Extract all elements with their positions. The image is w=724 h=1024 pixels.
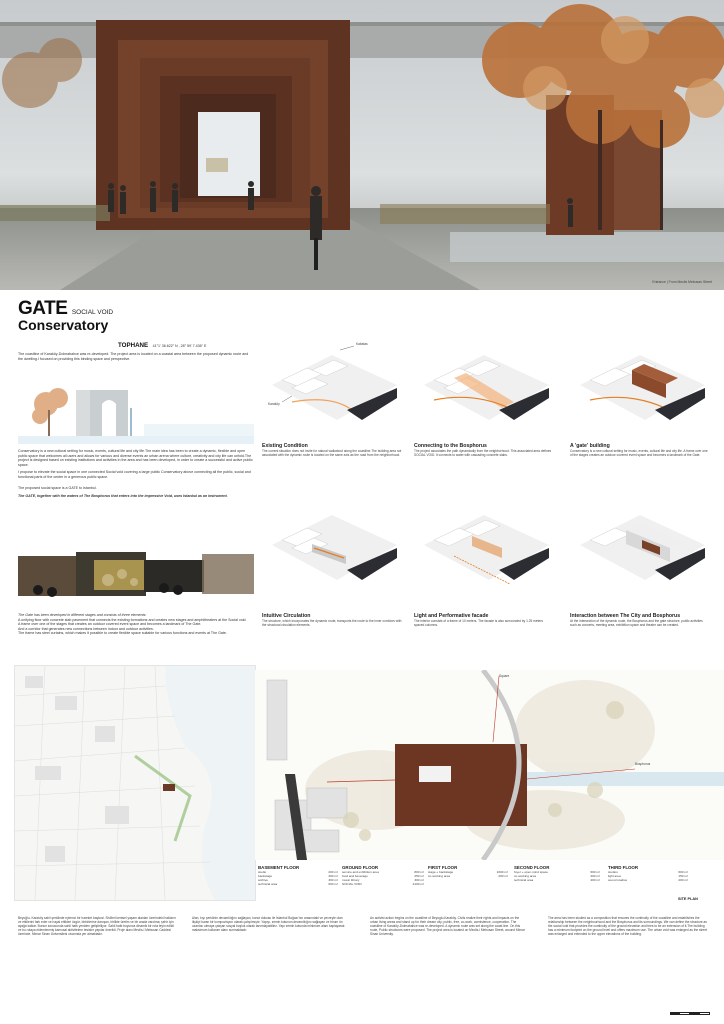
- concept-p4: The GATE, together with the waters of The Bosphorus that enters into the impressive Void, uses Istanbul as an instrument.: [18, 494, 228, 499]
- diagram-3-title: A 'gate' building: [570, 443, 610, 449]
- floor-area-space: stage + backstage: [428, 870, 454, 874]
- intro-text: The coastline of Karaköy-Dolmabahce was re-developed. The project area is located on a coastal area between the proposed dynamic route and the dwelling.I focused on providing this binding space and perspective.: [18, 352, 249, 361]
- diagram-4-caption: [262, 613, 402, 627]
- gate-sketch-image: [18, 380, 254, 444]
- floor-area-size: 200 m²: [678, 878, 688, 882]
- floor-area-space: food and beverage: [342, 874, 368, 878]
- concept-block: [18, 449, 254, 499]
- diagram-1-caption: [262, 443, 402, 457]
- floor-area-space: co-working area: [514, 874, 537, 878]
- title-block: [18, 298, 258, 352]
- floor-areas: [258, 865, 698, 895]
- floor-third-rows: [608, 870, 688, 882]
- gate-sketch: [18, 380, 254, 444]
- floor-area-size: 2100 m²: [412, 882, 424, 886]
- diagram-6-caption: [570, 613, 710, 627]
- floor-first: [428, 865, 508, 878]
- floor-area-row: [428, 874, 508, 878]
- stages-block: [18, 613, 254, 636]
- title-social-void: SOCIAL VOID: [71, 309, 114, 316]
- floor-area-size: 1000 m²: [496, 870, 508, 874]
- bottom-col-1: Beyoğlu- Karaköy sahil şeridinde eylemci bir hareket başkosi. Sivilleri kentsel yaşam alanları üzerindeki hakların ve etkilerini fark eder ve hayal ettikleri özgür, birbirlerine danışan, birlikte üretim ve bir arada varolma; şehir için ayağa kalkar. Bunun sonucunda sahil hattı yeniden geliştiriliyor. Sahil hattı boyunca dinamik bir rota teyin edildi ve bu rotaya eklemlenmiş kamusal aktivitelere tesisler yapılar önerildi. Proje alanı Meclis-i Mebusan Caddesi üzerinde. Mimar Sinan Üniversitesi civarında yer almaktadır.: [18, 916, 176, 937]
- diagram-1-title: Existing Condition: [262, 443, 308, 449]
- diagram-1: [262, 340, 402, 440]
- scale-bar: [670, 1012, 710, 1015]
- bottom-col-4: The area has been studied as a composition that ensures the continuity of the coastline and establishes the relationship between the neighbourhood and the Bosphorus and its surroundings. We can define the structure as the social void that provides the continuity of the ground elevation and tries to be an extension of it.The building has a minimum footprint on the ground level and offers maximum use. The urban void was enlarged as the street was enlarged and extended to the upper elevations of the building.: [548, 916, 707, 937]
- bottom-col-3: An activist action begins on the coastline of Beyoglu-Karaköy. Civils realize their rights and impacts on the urban living areas and stand up for their dream city; public, free, co-work, coexistence, cooperation. The coastline of Karaköy-Dolmabahce was re-developed. A dynamic route was set along the coast line. On this route, Public structures were proposed. The project area is located on Meclis-i Mebusan Street, around Mimar Sinan University.: [370, 916, 525, 937]
- site-plan-bosphorus-label: Bosphorus: [635, 762, 651, 766]
- floor-area-row: [342, 882, 424, 886]
- floor-area-size: 400 m²: [590, 874, 600, 878]
- floor-area-size: 300 m²: [328, 874, 338, 878]
- floor-first-rows: [428, 870, 508, 878]
- diagram-1-image: [262, 340, 402, 440]
- site-plan-image: [255, 670, 724, 860]
- floor-area-size: 300 m²: [414, 878, 424, 882]
- diagram-3-text: Conservatory is a new cultural setting for music, events, cultural life and city life. A frame over one of the stages creates an outdoor covered event space and becomes a landmark of the Gate.: [570, 449, 708, 458]
- floor-area-size: 150 m²: [678, 874, 688, 878]
- entrance-render: [0, 0, 724, 290]
- title-gate: GATE: [18, 298, 68, 319]
- stages-p4: And a corridor that generates new connections between indoor and outdoor activities.: [18, 626, 154, 631]
- diagram-4: [262, 500, 402, 605]
- floor-area-space: studio: [258, 870, 267, 874]
- diagram-5: [414, 500, 554, 605]
- diagram-2-title: Connecting to the Bosphorus: [414, 443, 487, 449]
- floor-area-space: light area: [608, 874, 621, 878]
- floor-area-row: [608, 878, 688, 882]
- floor-basement: [258, 865, 338, 886]
- floor-area-size: 400 m²: [590, 878, 600, 882]
- title-location: TOPHANE: [118, 342, 149, 349]
- floor-ground: [342, 865, 424, 886]
- concept-p2: I propose to elevate the social space in one connected Social void covering a large public Conservatory above connecting all the public, social and functional parts of the center in a generous public space.: [18, 470, 251, 479]
- title-coords: 41°1' 36.622" N , 28° 59' 7.436" E: [152, 344, 207, 348]
- floor-area-space: foyer + open mind space: [514, 870, 548, 874]
- diagram-1-text: The current situation does not invite for natural walkabout along the coastline.The building area not associated with the dynamic route is located on the same axis as the road from the neighborhood.: [262, 449, 402, 458]
- diagram-4-image: [262, 500, 402, 605]
- floor-ground-title: GROUND FLOOR: [342, 865, 379, 870]
- floor-area-size: 250 m²: [414, 874, 424, 878]
- diagram-2-image: [414, 340, 554, 440]
- floor-area-row: [258, 882, 338, 886]
- diagram-2-caption: [414, 443, 554, 457]
- diagram-6-title: Interaction between The City and Bosphorus: [570, 613, 681, 619]
- floor-basement-rows: [258, 870, 338, 886]
- site-plan-label: SITE PLAN: [678, 897, 698, 901]
- floor-first-title: FIRST FLOOR: [428, 865, 458, 870]
- diagram-3-image: [570, 340, 710, 440]
- label-karakoy: Karaköy: [268, 402, 280, 406]
- stages-p1: The Gate has been developed in different stages and consists of three elements:: [18, 613, 147, 617]
- diagram-5-image: [414, 500, 554, 605]
- floor-second-title: SECOND FLOOR: [514, 865, 550, 870]
- event-collage: [18, 550, 254, 600]
- concept-p3: The proposed social space is a GATE to Istanbul.: [18, 485, 97, 490]
- diagram-3: [570, 340, 710, 440]
- render-caption: Entrance | From Meclis Mebusan Street: [652, 280, 712, 284]
- floor-area-size: 600 m²: [590, 870, 600, 874]
- label-kabatas: Kabatas: [356, 342, 368, 346]
- diagram-6: [570, 500, 710, 605]
- diagram-4-text: The structure, which incorporates the dynamic route, transports the route to the inner corridors with the structural circulation elements.: [262, 619, 402, 628]
- stages-p3: A frame over one of the stages that creates an outdoor covered event space and becomes a landmark of The Gate.: [18, 622, 202, 627]
- concept-p1: Conservatory is a new cultural setting for music, events, cultural life and city life.The main idea has been to create a dynamic, flexible and open public space that welcomes all users and allows for various and diverse events an urban arena where culture, creativity and city life can unfold.The project is designed based on existing institutions and activities in the area and has been developed, in order to create a successful and active public space.: [18, 449, 253, 467]
- event-collage-image: [18, 550, 254, 600]
- diagram-2: [414, 340, 554, 440]
- floor-area-size: 200 m²: [498, 874, 508, 878]
- site-plan: [255, 670, 724, 860]
- floor-area-size: 300 m²: [328, 878, 338, 882]
- diagram-5-title: Light and Performative facade: [414, 613, 489, 619]
- floor-area-space: SOCIAL VOID: [342, 882, 362, 886]
- floor-area-space: technical area: [258, 882, 278, 886]
- diagram-2-text: The project associates the path dynamically from the neighborhood. This associated area defines SOCIAL VOID. It connects to water with cascading concrete slabs.: [414, 449, 552, 458]
- diagram-6-text: At the intersection of the dynamic route, the Bosphorus and the gate structure, public activities such as concerts, meeting area, exhibition space and theater can be created.: [570, 619, 703, 628]
- floor-second: [514, 865, 600, 882]
- floor-area-size: 800 m²: [414, 870, 424, 874]
- stages-p2: A unifying floor with concrete slab pavement that connects the existing formations and creates new stages and amphitheaters at the Social void.: [18, 617, 247, 622]
- floor-ground-rows: [342, 870, 424, 886]
- floor-area-size: 200 m²: [328, 870, 338, 874]
- bottom-col-2: Alan, kıyı şeridinin devamlılığını sağlayan, konut dokusu ile İstanbul Boğazı'nın arasındaki ve çevreyle olan ilişkiyi kuran bir kompozisyon olarak çalışılmıştır. Yapıyı, zemin kotunun devamlılığını sağlayan ve birum ön uzantısı olmaya çalışan sosyal boşluk olarak tanımlayabiliriz. Yapı zemin kotunda minimum alanı kaplayarak maksimum kullanım alanı sunmaktadır.: [192, 916, 345, 933]
- diagram-5-caption: [414, 613, 554, 627]
- diagram-5-text: The interior consists of a frame of 10 meters. The facade is also surrounded by 1.25 meters spaced columns.: [414, 619, 543, 628]
- title-conservatory: Conservatory: [18, 317, 109, 333]
- context-map-image: [15, 666, 255, 900]
- floor-area-row: [514, 878, 600, 882]
- floor-area-space: backstage: [258, 874, 273, 878]
- floor-area-size: 600 m²: [328, 882, 338, 886]
- floor-area-space: co-working area: [428, 874, 451, 878]
- stages-p5: The frame has steel curtains, which makes it possible to create flexible space suitable for various functions and events at The Gate.: [18, 631, 227, 636]
- floor-area-space: music library: [342, 878, 360, 882]
- floor-basement-title: BASEMENT FLOOR: [258, 865, 300, 870]
- floor-area-space: service and exhibition area: [342, 870, 379, 874]
- floor-third-title: THIRD FLOOR: [608, 865, 638, 870]
- floor-area-space: studios: [608, 870, 618, 874]
- floor-area-space: technical area: [514, 878, 534, 882]
- floor-area-space: sound studios: [608, 878, 628, 882]
- diagram-6-image: [570, 500, 710, 605]
- floor-third: [608, 865, 688, 882]
- floor-second-rows: [514, 870, 600, 882]
- entrance-render-image: [0, 0, 724, 290]
- context-map: [14, 665, 256, 901]
- diagram-4-title: Intuitive Circulation: [262, 613, 311, 619]
- floor-area-size: 600 m²: [678, 870, 688, 874]
- diagram-3-caption: [570, 443, 710, 457]
- site-plan-square-label: Square: [499, 674, 510, 678]
- floor-area-space: archive: [258, 878, 268, 882]
